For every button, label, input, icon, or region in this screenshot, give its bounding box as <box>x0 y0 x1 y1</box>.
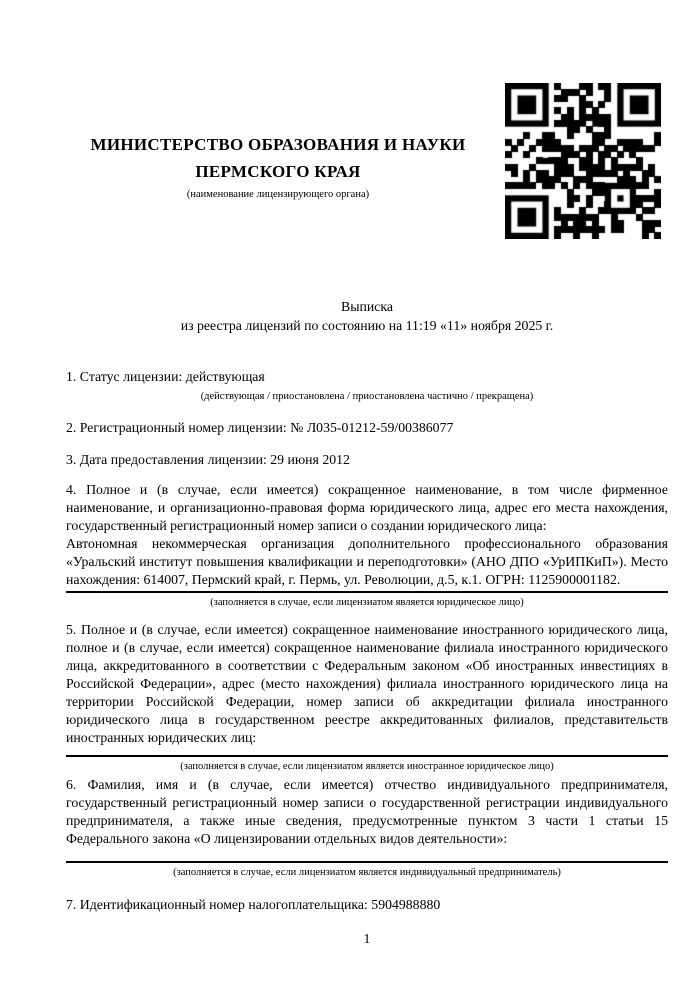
foreign-entity-rule <box>66 755 668 757</box>
section-individual-entrepreneur <box>66 776 668 879</box>
document-title-line2: из реестра лицензий по состоянию на 11:19 «11» ноября 2025 г. <box>180 318 554 333</box>
legal-entity-caption: (заполняется в случае, если лицензиатом является юридическое лицо) <box>210 597 524 608</box>
page-number: 1 <box>363 931 371 946</box>
ministry-caption: (наименование лицензирующего органа) <box>186 189 370 200</box>
individual-entrepreneur-caption: (заполняется в случае, если лицензиатом является индивидуальный предприниматель) <box>173 867 561 878</box>
legal-entity-rule <box>66 591 668 593</box>
license-status: 1. Статус лицензии: действующая <box>66 369 265 384</box>
foreign-entity-label: 5. Полное и (в случае, если имеется) сокращенное наименование иностранного юридического лица, полное и (в случае, если имеется) сокращенное наименование филиала иностранного юридического лица, аккредитованного в соответствии с Федеральным законом «Об иностранных инвестициях в Российской Федерации», адрес (место нахождения) филиала иностранного юридического лица на территории Российской Федерации, номер записи об аккредитации филиала иностранного юридического лица в государственном реестре аккредитованных филиалов, представительств иностранных юридических лиц: <box>66 622 668 745</box>
qr-code-icon <box>505 83 661 239</box>
taxpayer-id: 7. Идентификационный номер налогоплательщика: 5904988880 <box>66 897 441 912</box>
foreign-entity-caption: (заполняется в случае, если лицензиатом является иностранное юридическое лицо) <box>180 761 554 772</box>
individual-entrepreneur-label: 6. Фамилия, имя и (в случае, если имеется) отчество индивидуального предпринимателя, государственный регистрационный номер записи о государственной регистрации индивидуального предпринимателя, а также иные сведения, предусмотренные пунктом 3 части 1 статьи 15 Федерального закона «О лицензировании отдельных видов деятельности»: <box>66 777 668 846</box>
legal-entity-label: 4. Полное и (в случае, если имеется) сокращенное наименование, в том числе фирменное наименование, и организационно-правовая форма юридического лица, адрес его места нахождения, государственный регистрационный номер записи о создании юридического лица: <box>66 482 668 533</box>
legal-entity-value: Автономная некоммерческая организация дополнительного профессионального образования «Уральский институт повышения квалификации и переподготовки» (АНО ДПО «УрИПКиП»). Место нахождения: 614007, Пермский край, г. Пермь, ул. Революции, д.5, к.1. ОГРН: 1125900001182. <box>66 536 668 587</box>
document-title-line1: Выписка <box>341 299 393 314</box>
license-status-caption: (действующая / приостановлена / приостановлена частично / прекращена) <box>200 391 534 402</box>
ministry-name-line2: ПЕРМСКОГО КРАЯ <box>195 162 361 181</box>
ministry-header <box>66 131 490 201</box>
ministry-name-line1: МИНИСТЕРСТВО ОБРАЗОВАНИЯ И НАУКИ <box>90 135 466 154</box>
individual-entrepreneur-rule <box>66 861 668 863</box>
ministry-name <box>66 131 490 185</box>
license-registration-number: 2. Регистрационный номер лицензии: № Л035-01212-59/00386077 <box>66 420 454 435</box>
section-foreign-entity <box>66 621 668 773</box>
document-title <box>66 297 668 335</box>
section-legal-entity <box>66 481 668 609</box>
license-grant-date: 3. Дата предоставления лицензии: 29 июня 2012 <box>66 452 350 467</box>
